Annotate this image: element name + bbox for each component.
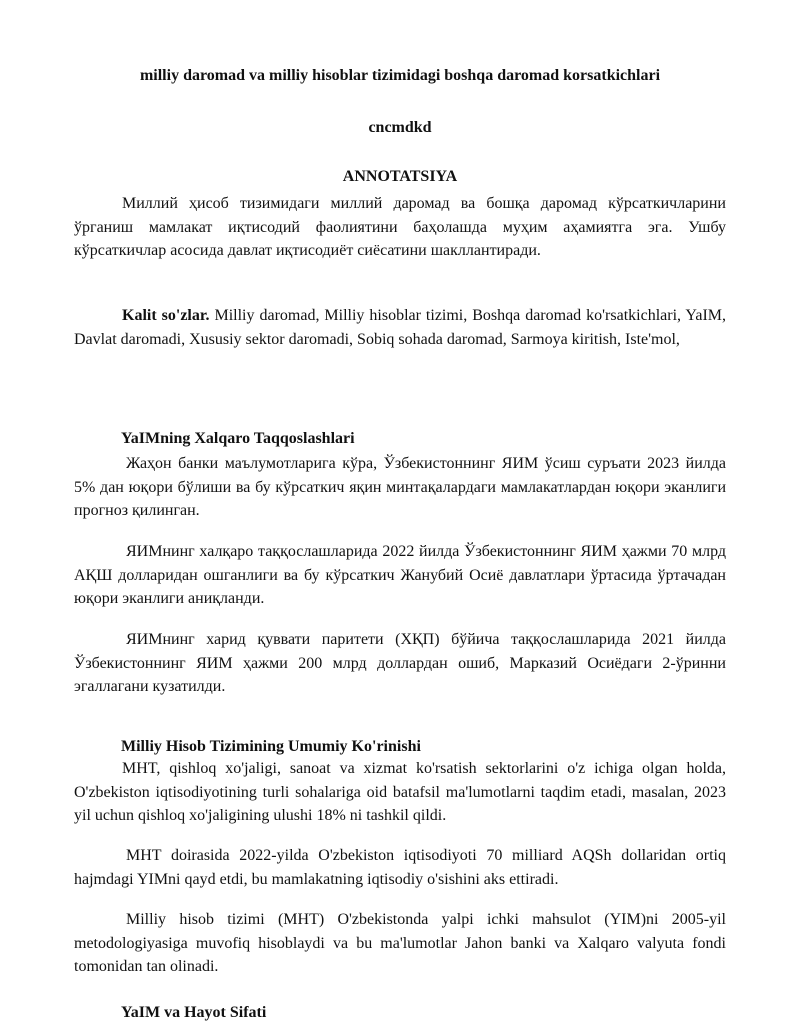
document-title: milliy daromad va milliy hisoblar tizimidagi boshqa daromad korsatkichlari: [139, 67, 661, 84]
section-heading: YaIMning Xalqaro Taqqoslashlari: [121, 430, 355, 447]
section-paragraph: Milliy hisob tizimi (MHT) O'zbekistonda yalpi ichki mahsulot (YIM)ni 2005-yil metodologiyasiga muvofiq hisoblaydi va bu ma'lumotlar Jahon banki va Xalqaro valyuta fondi tomonidan tan olinadi.: [74, 911, 726, 975]
keywords-text: Milliy daromad, Milliy hisoblar tizimi, Boshqa daromad ko'rsatkichlari, YaIM, Davlat daromadi, Xususiy sektor daromadi, Sobiq sohada daromad, Sarmoya kiritish, Iste'mol,: [74, 307, 726, 348]
section-paragraph: MHT, qishloq xo'jaligi, sanoat va xizmat ko'rsatish sektorlarini o'z ichiga olgan holda, O'zbekiston iqtisodiyotining turli sohalariga oid batafsil ma'lumotlarni taqdim etadi, masalan, 2023 yil uchun qishloq xo'jaligining ulushi 18% ni tashkil qildi.: [74, 760, 726, 824]
section-paragraph: Жаҳон банки маълумотларига кўра, Ўзбекистоннинг ЯИМ ўсиш суръати 2023 йилда 5% дан юқори бўлиши ва бу кўрсаткич яқин минтақалардаги мамлакатлардан юқори эканлиги прогноз қилинган.: [74, 455, 726, 519]
section-paragraph: ЯИМнинг халқаро таққослашларида 2022 йилда Ўзбекистоннинг ЯИМ ҳажми 70 млрд АҚШ долларидан ошганлиги ва бу кўрсаткич Жанубий Осиё давлатлари ўртасида ўртачадан юқори эканлиги аниқланди.: [74, 543, 726, 607]
section-heading: YaIM va Hayot Sifati: [121, 1004, 267, 1021]
document-author: cncmdkd: [368, 119, 432, 136]
section-heading: Milliy Hisob Tizimining Umumiy Ko'rinishi: [121, 738, 421, 755]
keywords-label: Kalit so'zlar.: [122, 307, 210, 324]
keywords-paragraph: [74, 304, 726, 351]
annotation-heading: ANNOTATSIYA: [342, 168, 458, 185]
annotation-paragraph: Миллий ҳисоб тизимидаги миллий даромад ва бошқа даромад кўрсаткичларини ўрганиш мамлакат иқтисодий фаолиятини баҳолашда муҳим аҳамиятга эга. Ушбу кўрсаткичлар асосида давлат иқтисодиёт сиёсатини шакллантиради.: [74, 195, 726, 259]
section-paragraph: ЯИМнинг харид қуввати паритети (ХҚП) бўйича таққослашларида 2021 йилда Ўзбекистоннинг ЯИМ ҳажми 200 млрд доллардан ошиб, Марказий Осиёдаги 2-ўринни эгаллагани кузатилди.: [74, 631, 726, 695]
section-paragraph: MHT doirasida 2022-yilda O'zbekiston iqtisodiyoti 70 milliard AQSh dollaridan ortiq hajmdagi YIMni qayd etdi, bu mamlakatning iqtisodiy o'sishini aks ettiradi.: [74, 847, 726, 888]
